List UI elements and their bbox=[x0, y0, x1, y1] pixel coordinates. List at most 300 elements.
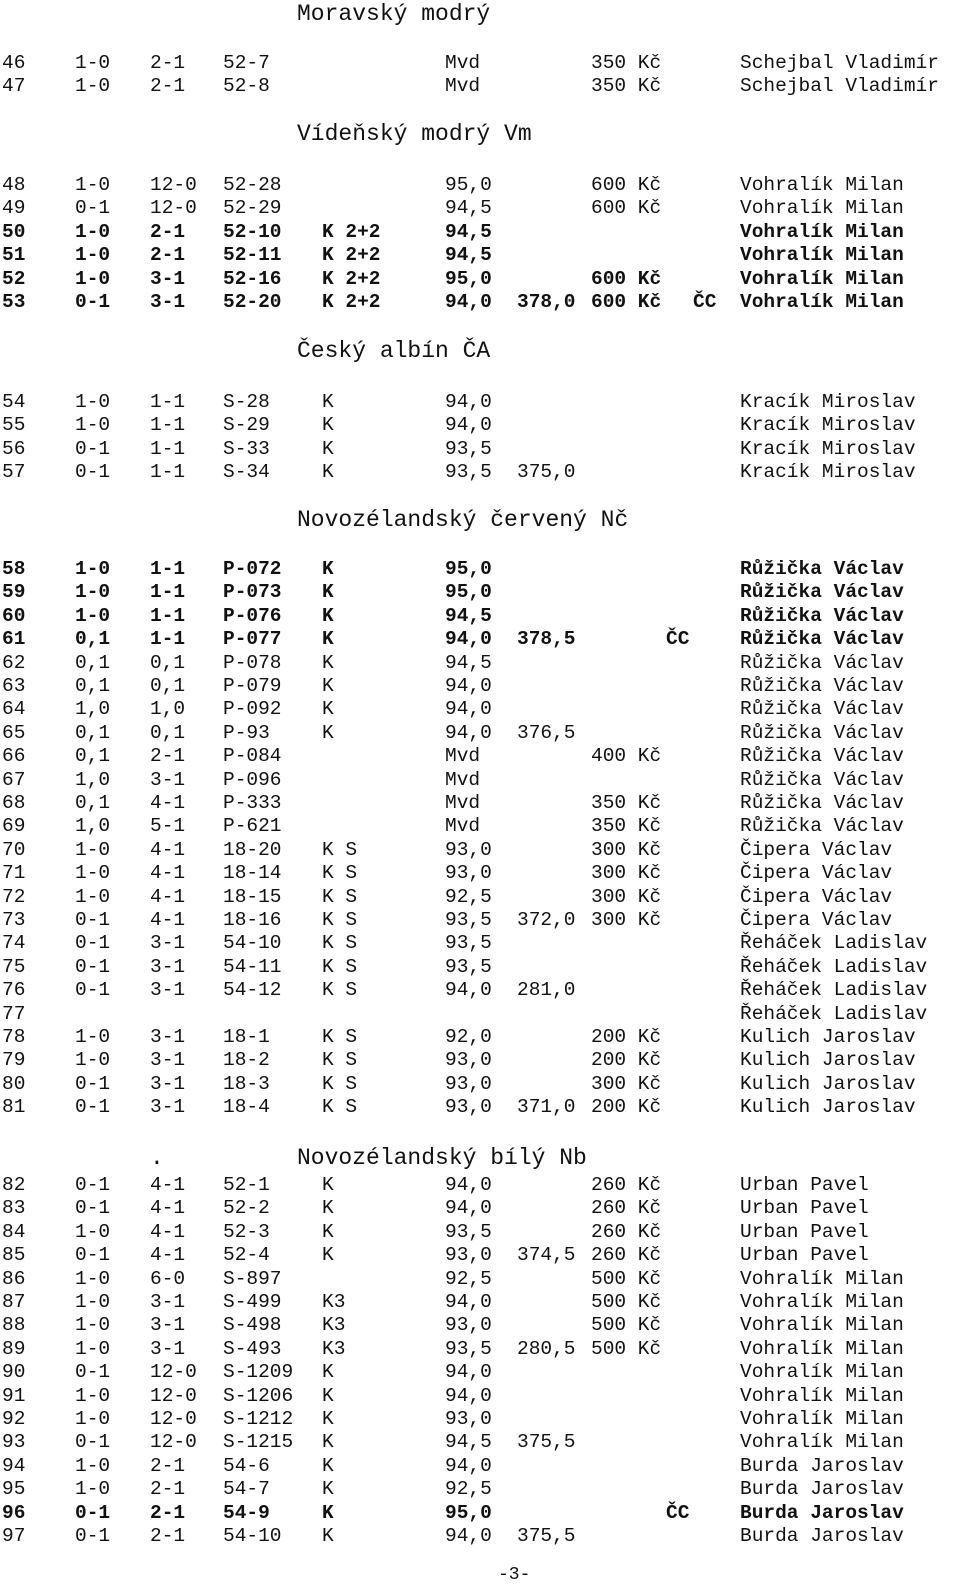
tattoo-id: 52-2 bbox=[223, 1197, 270, 1220]
owner-name: Vohralík Milan bbox=[740, 1361, 904, 1384]
score-field: 93,0 bbox=[445, 838, 492, 861]
tattoo-id: 52-10 bbox=[223, 220, 282, 243]
litter-field: 3-1 bbox=[150, 955, 186, 978]
table-row bbox=[0, 885, 960, 909]
sex-field: 0,1 bbox=[75, 651, 111, 674]
class-field: K bbox=[322, 604, 334, 627]
row-number: 73 bbox=[2, 909, 26, 931]
sex-field: 0,1 bbox=[75, 675, 111, 697]
litter-field: 12-0 bbox=[150, 1384, 197, 1407]
sex-field: 1-0 bbox=[75, 1267, 111, 1290]
litter-field: 3-1 bbox=[150, 1337, 186, 1360]
total-field: 376,5 bbox=[517, 721, 576, 744]
row-number: 49 bbox=[2, 197, 26, 220]
score-field: 94,0 bbox=[445, 698, 492, 721]
tattoo-id: P-096 bbox=[223, 768, 282, 791]
table-row bbox=[0, 413, 960, 437]
score-field: 93,5 bbox=[445, 461, 492, 484]
row-number: 63 bbox=[2, 675, 26, 697]
class-field: K 2+2 bbox=[322, 220, 381, 243]
owner-name: Růžička Václav bbox=[740, 581, 904, 604]
table-row bbox=[0, 74, 960, 98]
sex-field: 0-1 bbox=[75, 955, 111, 978]
sex-field: 1-0 bbox=[75, 838, 111, 861]
page-number: -3- bbox=[498, 1565, 531, 1585]
class-field: K 2+2 bbox=[322, 244, 381, 267]
row-number: 76 bbox=[2, 979, 26, 1002]
class-field: K S bbox=[322, 1096, 358, 1119]
table-row bbox=[0, 1290, 960, 1314]
table-row bbox=[0, 861, 960, 885]
table-row bbox=[0, 744, 960, 768]
litter-field: 4-1 bbox=[150, 885, 186, 908]
score-field: 93,0 bbox=[445, 1408, 492, 1430]
section-heading: Vídeňský modrý Vm bbox=[297, 121, 532, 147]
price-field: 600 Kč bbox=[591, 267, 662, 290]
row-number: 74 bbox=[2, 932, 26, 955]
cc-mark: ČC bbox=[693, 291, 717, 313]
tattoo-id: 52-11 bbox=[223, 244, 282, 267]
owner-name: Vohralík Milan bbox=[740, 1408, 904, 1430]
litter-field: 0,1 bbox=[150, 675, 186, 697]
table-row bbox=[0, 978, 960, 1002]
table-row bbox=[0, 267, 960, 291]
score-field: 92,5 bbox=[445, 1478, 492, 1501]
owner-name: Kulich Jaroslav bbox=[740, 1096, 916, 1119]
litter-field: 1,0 bbox=[150, 698, 186, 721]
tattoo-id: 52-16 bbox=[223, 267, 282, 290]
class-field: K bbox=[322, 675, 334, 697]
total-field: 281,0 bbox=[517, 979, 576, 1002]
class-field: K bbox=[322, 1244, 334, 1267]
table-row bbox=[0, 220, 960, 244]
row-number: 90 bbox=[2, 1361, 26, 1384]
score-field: 93,5 bbox=[445, 932, 492, 955]
sex-field: 1-0 bbox=[75, 1026, 111, 1048]
litter-field: 2-1 bbox=[150, 1454, 186, 1477]
row-number: 79 bbox=[2, 1049, 26, 1072]
tattoo-id: P-621 bbox=[223, 815, 282, 838]
row-number: 61 bbox=[2, 628, 26, 651]
sex-field: 1-0 bbox=[75, 244, 111, 267]
owner-name: Čipera Václav bbox=[740, 838, 893, 861]
litter-field: 4-1 bbox=[150, 792, 186, 814]
litter-field: 3-1 bbox=[150, 1096, 186, 1119]
sex-field: 0-1 bbox=[75, 932, 111, 955]
class-field: K3 bbox=[322, 1291, 346, 1313]
litter-field: 0,1 bbox=[150, 721, 186, 744]
score-field: 95,0 bbox=[445, 174, 492, 196]
tattoo-id: P-079 bbox=[223, 675, 282, 697]
row-number: 86 bbox=[2, 1267, 26, 1290]
score-field: Mvd bbox=[445, 815, 481, 838]
row-number: 59 bbox=[2, 581, 26, 604]
litter-field: 12-0 bbox=[150, 174, 197, 196]
class-field: K bbox=[322, 1220, 334, 1243]
sex-field: 0-1 bbox=[75, 1361, 111, 1384]
table-row bbox=[0, 721, 960, 745]
owner-name: Růžička Václav bbox=[740, 745, 904, 768]
litter-field: 3-1 bbox=[150, 932, 186, 955]
tattoo-id: S-493 bbox=[223, 1337, 282, 1360]
class-field: K S bbox=[322, 979, 358, 1002]
row-number: 69 bbox=[2, 815, 26, 838]
total-field: 378,0 bbox=[517, 291, 576, 313]
litter-field: 12-0 bbox=[150, 1361, 197, 1384]
table-row bbox=[0, 838, 960, 862]
sex-field: 1-0 bbox=[75, 391, 111, 413]
sex-field: 1-0 bbox=[75, 1408, 111, 1430]
class-field: K bbox=[322, 461, 334, 484]
score-field: 94,5 bbox=[445, 244, 492, 267]
table-row bbox=[0, 243, 960, 267]
tattoo-id: 52-7 bbox=[223, 52, 270, 74]
score-field: 94,0 bbox=[445, 979, 492, 1002]
tattoo-id: 52-1 bbox=[223, 1174, 270, 1196]
sex-field: 0-1 bbox=[75, 197, 111, 220]
row-number: 65 bbox=[2, 721, 26, 744]
price-field: 600 Kč bbox=[591, 197, 662, 220]
table-row bbox=[0, 674, 960, 698]
tattoo-id: P-076 bbox=[223, 604, 282, 627]
owner-name: Kulich Jaroslav bbox=[740, 1026, 916, 1048]
price-field: 350 Kč bbox=[591, 815, 662, 838]
score-field: 94,5 bbox=[445, 651, 492, 674]
litter-field: 4-1 bbox=[150, 1197, 186, 1220]
score-field: 95,0 bbox=[445, 267, 492, 290]
table-row bbox=[0, 460, 960, 484]
sex-field: 1-0 bbox=[75, 414, 111, 437]
litter-field: 2-1 bbox=[150, 75, 186, 98]
table-row bbox=[0, 1220, 960, 1244]
total-field: 375,5 bbox=[517, 1431, 576, 1454]
class-field: K bbox=[322, 1408, 334, 1430]
owner-name: Vohralík Milan bbox=[740, 244, 904, 267]
score-field: 94,0 bbox=[445, 1361, 492, 1384]
litter-field: 4-1 bbox=[150, 1174, 186, 1196]
sex-field: 0,1 bbox=[75, 721, 111, 744]
sex-field: 0-1 bbox=[75, 437, 111, 460]
tattoo-id: S-29 bbox=[223, 414, 270, 437]
owner-name: Urban Pavel bbox=[740, 1244, 869, 1267]
litter-field: 6-0 bbox=[150, 1267, 186, 1290]
sex-field: 1-0 bbox=[75, 267, 111, 290]
tattoo-id: 54-6 bbox=[223, 1454, 270, 1477]
score-field: Mvd bbox=[445, 75, 481, 98]
score-field: 94,0 bbox=[445, 1454, 492, 1477]
sex-field: 1-0 bbox=[75, 885, 111, 908]
owner-name: Růžička Václav bbox=[740, 651, 904, 674]
score-field: 93,0 bbox=[445, 1049, 492, 1072]
row-number: 54 bbox=[2, 391, 26, 413]
tattoo-id: S-1209 bbox=[223, 1361, 294, 1384]
tattoo-id: 52-29 bbox=[223, 197, 282, 220]
table-row bbox=[0, 1048, 960, 1072]
row-number: 48 bbox=[2, 174, 26, 196]
litter-field: 1-1 bbox=[150, 558, 186, 580]
class-field: K bbox=[322, 1478, 334, 1501]
score-field: 94,0 bbox=[445, 1174, 492, 1196]
owner-name: Růžička Václav bbox=[740, 792, 904, 814]
table-row bbox=[0, 1173, 960, 1197]
table-row bbox=[0, 1267, 960, 1291]
score-field: 93,0 bbox=[445, 1072, 492, 1095]
class-field: K bbox=[322, 1384, 334, 1407]
score-field: 93,5 bbox=[445, 955, 492, 978]
owner-name: Růžička Václav bbox=[740, 628, 904, 651]
sex-field: 0-1 bbox=[75, 909, 111, 931]
table-row bbox=[0, 51, 960, 75]
table-row bbox=[0, 290, 960, 314]
owner-name: Růžička Václav bbox=[740, 698, 904, 721]
row-number: 95 bbox=[2, 1478, 26, 1501]
row-number: 97 bbox=[2, 1525, 26, 1547]
tattoo-id: 54-10 bbox=[223, 1525, 282, 1547]
row-number: 66 bbox=[2, 745, 26, 768]
score-field: 94,0 bbox=[445, 1384, 492, 1407]
class-field: K bbox=[322, 1501, 334, 1524]
price-field: 260 Kč bbox=[591, 1197, 662, 1220]
score-field: Mvd bbox=[445, 52, 481, 74]
table-row bbox=[0, 768, 960, 792]
class-field: K bbox=[322, 558, 334, 580]
tattoo-id: 54-11 bbox=[223, 955, 282, 978]
tattoo-id: S-1215 bbox=[223, 1431, 294, 1454]
row-number: 77 bbox=[2, 1002, 26, 1025]
tattoo-id: S-1212 bbox=[223, 1408, 294, 1430]
row-number: 56 bbox=[2, 437, 26, 460]
price-field: 600 Kč bbox=[591, 174, 662, 196]
price-field: 350 Kč bbox=[591, 75, 662, 98]
owner-name: Vohralík Milan bbox=[740, 1314, 904, 1337]
owner-name: Růžička Václav bbox=[740, 675, 904, 697]
score-field: Mvd bbox=[445, 792, 481, 814]
litter-field: 1-1 bbox=[150, 437, 186, 460]
owner-name: Čipera Václav bbox=[740, 862, 893, 885]
sex-field: 1-0 bbox=[75, 220, 111, 243]
price-field: 200 Kč bbox=[591, 1049, 662, 1072]
sex-field: 1,0 bbox=[75, 815, 111, 838]
price-field: 300 Kč bbox=[591, 1072, 662, 1095]
row-number: 47 bbox=[2, 75, 26, 98]
sex-field: 1-0 bbox=[75, 52, 111, 74]
litter-field: 1-1 bbox=[150, 604, 186, 627]
owner-name: Kracík Miroslav bbox=[740, 437, 916, 460]
table-row bbox=[0, 580, 960, 604]
owner-name: Řeháček Ladislav bbox=[740, 955, 928, 978]
litter-field: 3-1 bbox=[150, 1314, 186, 1337]
price-field: 400 Kč bbox=[591, 745, 662, 768]
owner-name: Růžička Václav bbox=[740, 558, 904, 580]
row-number: 67 bbox=[2, 768, 26, 791]
tattoo-id: 54-12 bbox=[223, 979, 282, 1002]
table-row bbox=[0, 651, 960, 675]
tattoo-id: 52-20 bbox=[223, 291, 282, 313]
owner-name: Vohralík Milan bbox=[740, 1291, 904, 1313]
score-field: 94,0 bbox=[445, 628, 492, 651]
owner-name: Čipera Václav bbox=[740, 885, 893, 908]
row-number: 81 bbox=[2, 1096, 26, 1119]
tattoo-id: S-28 bbox=[223, 391, 270, 413]
tattoo-id: 18-3 bbox=[223, 1072, 270, 1095]
score-field: 93,0 bbox=[445, 1244, 492, 1267]
class-field: K bbox=[322, 437, 334, 460]
table-row bbox=[0, 1337, 960, 1361]
owner-name: Vohralík Milan bbox=[740, 220, 904, 243]
sex-field: 1-0 bbox=[75, 1314, 111, 1337]
tattoo-id: 18-16 bbox=[223, 909, 282, 931]
tattoo-id: S-897 bbox=[223, 1267, 282, 1290]
score-field: 94,0 bbox=[445, 391, 492, 413]
sex-field: 1-0 bbox=[75, 862, 111, 885]
owner-name: Vohralík Milan bbox=[740, 1267, 904, 1290]
owner-name: Vohralík Milan bbox=[740, 291, 904, 313]
score-field: 94,0 bbox=[445, 1291, 492, 1313]
row-number: 51 bbox=[2, 244, 26, 267]
tattoo-id: 18-1 bbox=[223, 1026, 270, 1048]
row-number: 52 bbox=[2, 267, 26, 290]
owner-name: Řeháček Ladislav bbox=[740, 932, 928, 955]
row-number: 62 bbox=[2, 651, 26, 674]
sex-field: 1-0 bbox=[75, 1337, 111, 1360]
score-field: 95,0 bbox=[445, 581, 492, 604]
owner-name: Urban Pavel bbox=[740, 1220, 869, 1243]
table-row bbox=[0, 791, 960, 815]
row-number: 50 bbox=[2, 220, 26, 243]
section-heading: Moravský modrý bbox=[297, 1, 491, 27]
owner-name: Urban Pavel bbox=[740, 1197, 869, 1220]
row-number: 64 bbox=[2, 698, 26, 721]
litter-field: 4-1 bbox=[150, 909, 186, 931]
class-field: K S bbox=[322, 885, 358, 908]
table-row bbox=[0, 1501, 960, 1525]
tattoo-id: 54-7 bbox=[223, 1478, 270, 1501]
total-field: 374,5 bbox=[517, 1244, 576, 1267]
tattoo-id: P-078 bbox=[223, 651, 282, 674]
tattoo-id: P-077 bbox=[223, 628, 282, 651]
tattoo-id: 18-4 bbox=[223, 1096, 270, 1119]
owner-name: Kracík Miroslav bbox=[740, 391, 916, 413]
row-number: 93 bbox=[2, 1431, 26, 1454]
table-row bbox=[0, 1313, 960, 1337]
row-number: 85 bbox=[2, 1244, 26, 1267]
owner-name: Burda Jaroslav bbox=[740, 1478, 904, 1501]
score-field: 92,5 bbox=[445, 1267, 492, 1290]
class-field: K bbox=[322, 1174, 334, 1196]
table-row bbox=[0, 1524, 960, 1548]
table-row bbox=[0, 1360, 960, 1384]
table-row bbox=[0, 908, 960, 932]
table-row bbox=[0, 604, 960, 628]
litter-field: 1-1 bbox=[150, 414, 186, 437]
owner-name: Vohralík Milan bbox=[740, 1337, 904, 1360]
row-number: 68 bbox=[2, 792, 26, 814]
score-field: 93,0 bbox=[445, 1096, 492, 1119]
owner-name: Růžička Václav bbox=[740, 768, 904, 791]
price-field: 300 Kč bbox=[591, 838, 662, 861]
table-row bbox=[0, 173, 960, 197]
sex-field: 0-1 bbox=[75, 291, 111, 313]
score-field: 93,5 bbox=[445, 437, 492, 460]
tattoo-id: 52-28 bbox=[223, 174, 282, 196]
class-field: K S bbox=[322, 1072, 358, 1095]
owner-name: Řeháček Ladislav bbox=[740, 979, 928, 1002]
owner-name: Vohralík Milan bbox=[740, 197, 904, 220]
table-row bbox=[0, 1072, 960, 1096]
class-field: K S bbox=[322, 1026, 358, 1048]
litter-field: 12-0 bbox=[150, 1431, 197, 1454]
table-row bbox=[0, 931, 960, 955]
sex-field: 1-0 bbox=[75, 75, 111, 98]
section-prefix-dot: . bbox=[150, 1145, 164, 1171]
sex-field: 0-1 bbox=[75, 1197, 111, 1220]
class-field: K bbox=[322, 414, 334, 437]
price-field: 300 Kč bbox=[591, 909, 662, 931]
score-field: 92,0 bbox=[445, 1026, 492, 1048]
sex-field: 1-0 bbox=[75, 1049, 111, 1072]
class-field: K3 bbox=[322, 1314, 346, 1337]
litter-field: 12-0 bbox=[150, 197, 197, 220]
row-number: 82 bbox=[2, 1174, 26, 1196]
sex-field: 0-1 bbox=[75, 1072, 111, 1095]
owner-name: Vohralík Milan bbox=[740, 1384, 904, 1407]
owner-name: Kulich Jaroslav bbox=[740, 1049, 916, 1072]
class-field: K bbox=[322, 651, 334, 674]
score-field: 93,5 bbox=[445, 1220, 492, 1243]
litter-field: 1-1 bbox=[150, 628, 186, 651]
sex-field: 1-0 bbox=[75, 581, 111, 604]
row-number: 94 bbox=[2, 1454, 26, 1477]
sex-field: 0-1 bbox=[75, 461, 111, 484]
total-field: 375,5 bbox=[517, 1525, 576, 1547]
tattoo-id: S-499 bbox=[223, 1291, 282, 1313]
tattoo-id: P-333 bbox=[223, 792, 282, 814]
table-row bbox=[0, 437, 960, 461]
score-field: 94,0 bbox=[445, 1525, 492, 1547]
class-field: K bbox=[322, 1454, 334, 1477]
section-heading: Český albín ČA bbox=[297, 338, 491, 364]
sex-field: 1,0 bbox=[75, 768, 111, 791]
owner-name: Burda Jaroslav bbox=[740, 1501, 904, 1524]
owner-name: Růžička Václav bbox=[740, 815, 904, 838]
score-field: 94,5 bbox=[445, 197, 492, 220]
class-field: K 2+2 bbox=[322, 291, 381, 313]
owner-name: Vohralík Milan bbox=[740, 174, 904, 196]
litter-field: 2-1 bbox=[150, 244, 186, 267]
total-field: 375,0 bbox=[517, 461, 576, 484]
price-field: 350 Kč bbox=[591, 792, 662, 814]
tattoo-id: 52-4 bbox=[223, 1244, 270, 1267]
row-number: 88 bbox=[2, 1314, 26, 1337]
tattoo-id: S-498 bbox=[223, 1314, 282, 1337]
litter-field: 1-1 bbox=[150, 581, 186, 604]
row-number: 80 bbox=[2, 1072, 26, 1095]
sex-field: 1-0 bbox=[75, 1291, 111, 1313]
section-heading: Novozélandský bílý Nb bbox=[297, 1145, 587, 1171]
sex-field: 1-0 bbox=[75, 1220, 111, 1243]
price-field: 350 Kč bbox=[591, 52, 662, 74]
tattoo-id: 18-14 bbox=[223, 862, 282, 885]
table-row bbox=[0, 1477, 960, 1501]
row-number: 83 bbox=[2, 1197, 26, 1220]
litter-field: 3-1 bbox=[150, 979, 186, 1002]
sex-field: 1-0 bbox=[75, 558, 111, 580]
class-field: K bbox=[322, 1431, 334, 1454]
sex-field: 1-0 bbox=[75, 604, 111, 627]
score-field: 94,5 bbox=[445, 1431, 492, 1454]
sex-field: 0-1 bbox=[75, 1096, 111, 1119]
row-number: 91 bbox=[2, 1384, 26, 1407]
